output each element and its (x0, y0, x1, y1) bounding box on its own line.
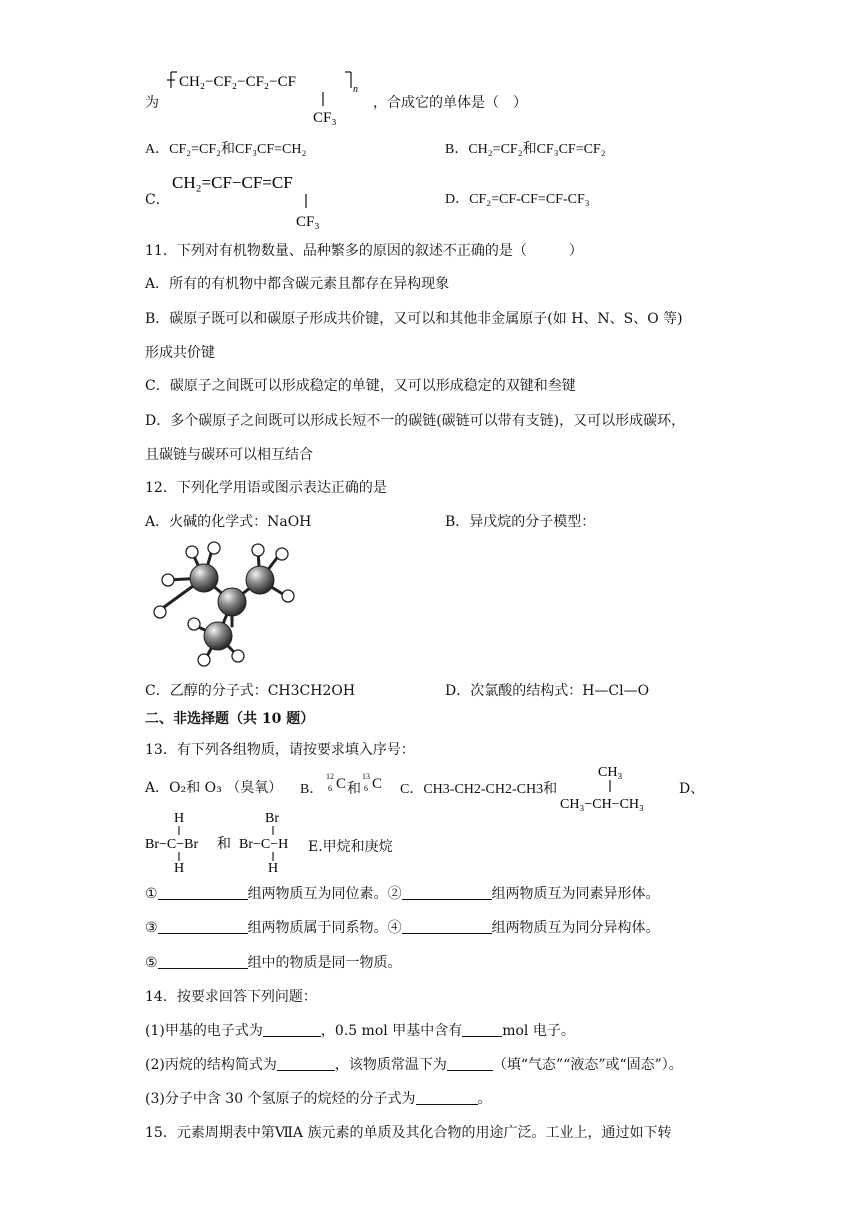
d-mol1-mid: Br−C−Br (145, 837, 199, 852)
q13-option-e: E.甲烷和庚烷 (308, 839, 393, 855)
q15-stem: 15．元素周期表中第ⅦA 族元素的单质及其化合物的用途广泛。工业上，通过如下转 (145, 1125, 672, 1141)
q11-stem: 11．下列对有机物数量、品种繁多的原因的叙述不正确的是（ ） (145, 243, 583, 259)
section-heading: 二、非选择题（共 10 题） (145, 711, 315, 727)
d-he: 和 (217, 837, 231, 852)
q12-option-a: A．火碱的化学式：NaOH (145, 514, 312, 530)
answer-blank-q14-3[interactable] (416, 1090, 478, 1105)
q13-isobutane-structure (558, 762, 668, 812)
answer-blank-3[interactable] (158, 919, 248, 934)
isobutane-top: CH₃ (598, 765, 623, 780)
q10-option-c-structure (170, 168, 370, 232)
polymer-main-chain: CH₂−CF₂−CF₂−CF (179, 74, 296, 90)
q12-option-c: C．乙醇的分子式：CH3CH2OH (145, 683, 356, 699)
answer-blank-q14-1b[interactable] (462, 1022, 502, 1037)
q10-option-d: D．CF₂=CF-CF=CF-CF₃ (445, 192, 590, 207)
answer-blank-5[interactable] (158, 954, 248, 969)
q12-option-b: B．异戊烷的分子模型： (445, 514, 596, 530)
d-mol2-mid: Br−C−H (239, 837, 289, 852)
c-main-chain: CH₂=CF−CF=CF (172, 173, 293, 192)
q10-suffix: ，合成它的单体是（ ） (373, 95, 527, 111)
q13-option-a: A．O₂和 O₃ （臭氧） (145, 780, 283, 796)
isopentane-model-image (140, 540, 300, 670)
answer-blank-q14-2a[interactable] (277, 1056, 335, 1071)
polymer-n: n (353, 84, 358, 95)
q14-stem: 14．按要求回答下列问题： (145, 989, 317, 1005)
answer-blank-q14-1a[interactable] (263, 1022, 321, 1037)
c-branch: CF₃ (296, 214, 320, 230)
q13-option-c: C．CH3-CH2-CH2-CH3和 (400, 782, 558, 797)
polymer-branch: CF₃ (313, 110, 337, 126)
q13-option-b: B． 12 6 C 和 13 6 C (300, 772, 383, 797)
q10-option-c-label: C． (145, 192, 170, 208)
q11-option-a: A．所有的有机物中都含碳元素且都存在异构现象 (145, 276, 450, 292)
q11-option-d-line2: 且碳链与碳环可以相互结合 (145, 447, 313, 463)
d-mol2-top: Br (265, 811, 279, 826)
d-mol1-top: H (174, 811, 185, 826)
q11-option-b-line1: B．碳原子既可以和碳原子形成共价键，又可以和其他非金属原子(如 H、N、S、O 等) (145, 311, 683, 327)
q14-part1: (1)甲基的电子式为 ，0.5 mol 甲基中含有 mol 电子。 (145, 1023, 575, 1039)
q11-option-b-line2: 形成共价键 (145, 345, 215, 361)
q11-option-c: C．碳原子之间既可以形成稳定的单键，又可以形成稳定的双键和叁键 (145, 378, 576, 394)
d-mol1-bottom: H (174, 861, 185, 876)
q14-part2: (2)丙烷的结构简式为 ，该物质常温下为 （填“气态”“液态”或“固态”）。 (145, 1057, 683, 1073)
q12-option-d: D．次氯酸的结构式：H—Cl—O (445, 683, 650, 699)
q10-option-a: A．CF₂=CF₂和CF₃CF=CH₂ (145, 142, 307, 157)
answer-blank-q14-2b[interactable] (447, 1056, 493, 1071)
answer-blank-4[interactable] (402, 919, 492, 934)
q12-stem: 12．下列化学用语或图示表达正确的是 (145, 480, 387, 496)
polymer-formula (165, 60, 365, 130)
answer-blank-2[interactable] (402, 885, 492, 900)
q14-part3: (3)分子中含 30 个氢原子的烷烃的分子式为 。 (145, 1091, 492, 1107)
isobutane-chain: CH₃−CH−CH₃ (560, 797, 644, 812)
q13-answer-row1: ① 组两物质互为同位素。② 组两物质互为同素异形体。 (145, 886, 660, 902)
d-mol2-bottom: H (268, 861, 279, 876)
answer-blank-1[interactable] (158, 885, 248, 900)
q13-answer-row3: ⑤ 组中的物质是同一物质。 (145, 955, 402, 971)
q13-option-d-label: D、 (679, 781, 705, 797)
q10-prefix: 为 (145, 95, 159, 111)
q10-option-b: B．CH₂=CF₂和CF₃CF=CF₂ (445, 142, 606, 157)
q13-answer-row2: ③ 组两物质属于同系物。④ 组两物质互为同分异构体。 (145, 920, 660, 936)
q11-option-d-line1: D．多个碳原子之间既可以形成长短不一的碳链(碳链可以带有支链)，又可以形成碳环， (145, 413, 686, 429)
q13-stem: 13．有下列各组物质，请按要求填入序号： (145, 742, 415, 758)
polymer-structure (145, 60, 525, 130)
